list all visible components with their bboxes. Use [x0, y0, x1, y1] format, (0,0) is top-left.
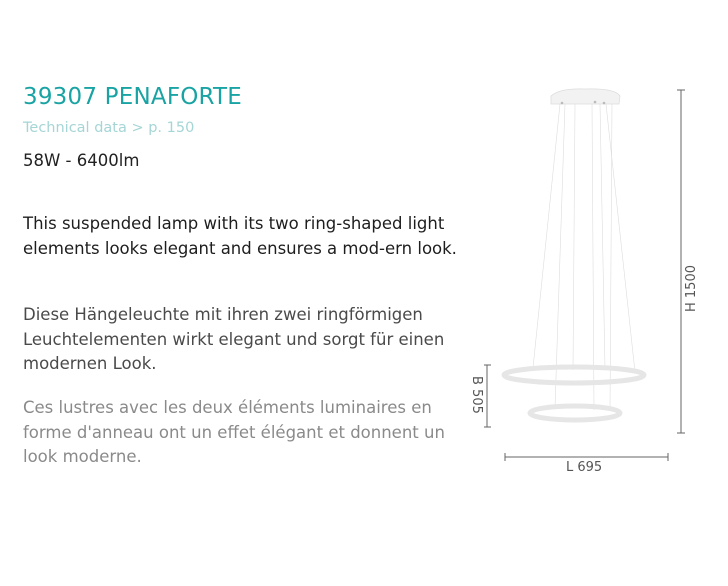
description-de: Diese Hängeleuchte mit ihren zwei ringförmigen Leuchtelementen wirkt elegant und sorgt für einen modernen Look. — [23, 305, 445, 373]
power-spec: 58W - 6400lm — [23, 151, 140, 170]
width-dimension: B 505 — [469, 376, 484, 414]
technical-data-link[interactable]: Technical data > p. 150 — [23, 120, 195, 136]
description-en: This suspended lamp with its two ring-shaped light elements looks elegant and ensures a mod-ern look. — [23, 214, 457, 258]
upper-ring — [504, 367, 644, 383]
product-title: 39307 PENAFORTE — [23, 84, 243, 110]
lamp-illustration — [504, 89, 644, 420]
lamp-canopy — [551, 89, 620, 104]
height-dimension: H 1500 — [684, 265, 699, 312]
lower-ring — [530, 406, 620, 420]
description-fr: Ces lustres avec les deux éléments luminaires en forme d'anneau ont un effet élégant et donnent un look moderne. — [23, 398, 445, 466]
length-dimension: L 695 — [566, 460, 603, 475]
